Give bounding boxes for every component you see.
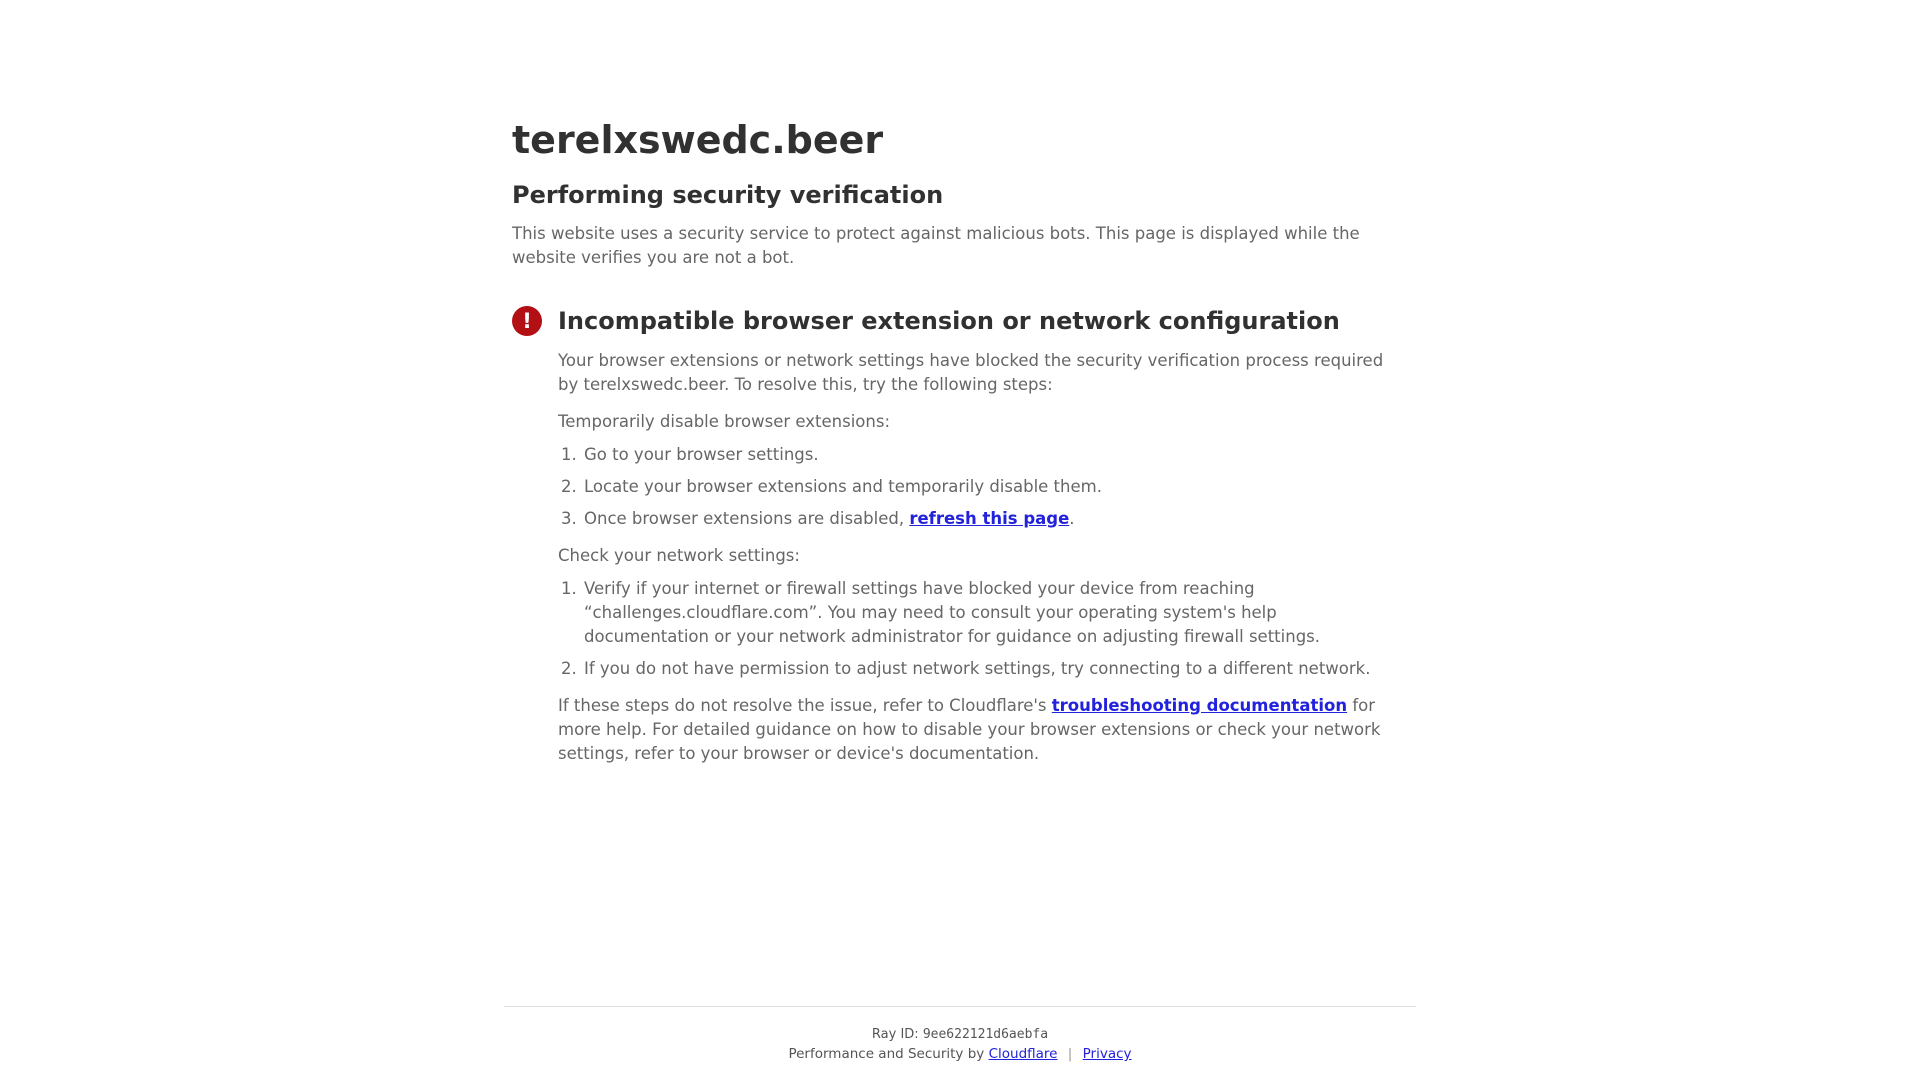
footer-separator: | [1067, 1046, 1073, 1062]
extensions-steps-list [558, 443, 1404, 531]
footer [504, 1006, 1416, 1080]
network-intro: Check your network settings: [558, 545, 800, 565]
network-step-2: 2. If you do not have permission to adjust network settings, try connecting to a different network. [582, 657, 1404, 681]
extensions-step-3 [582, 507, 1404, 531]
site-title: terelxswedc.beer [512, 118, 884, 162]
refresh-page-link[interactable]: refresh this page [909, 508, 1070, 528]
error-description: Your browser extensions or network settings have blocked the security verification process required by terelxswedc.beer. To resolve this, try the following steps: [558, 350, 1384, 394]
ray-id-line [504, 1026, 1416, 1044]
error-section [512, 306, 1408, 766]
extensions-step-1: 1. Go to your browser settings. [582, 443, 1404, 467]
extensions-step-3-text: Once browser extensions are disabled, [584, 508, 910, 528]
cloudflare-link[interactable]: Cloudflare [988, 1046, 1058, 1062]
extensions-step-3-suffix: . [1069, 508, 1075, 528]
performance-text: Performance and Security by [788, 1046, 985, 1062]
main-content [504, 0, 1416, 1006]
troubleshooting-docs-link[interactable]: troubleshooting documentation [1051, 695, 1348, 715]
closing-text-suffix: for more help. For detailed guidance on how to disable your browser extensions or check your network settings, refer to your browser or device's documentation. [558, 695, 1381, 763]
exclamation-circle-icon: ! [512, 306, 542, 336]
performance-line [504, 1045, 1416, 1063]
network-steps-list [558, 577, 1404, 681]
closing-text-prefix: If these steps do not resolve the issue, refer to Cloudflare's [558, 695, 1052, 715]
extensions-step-2: 2. Locate your browser extensions and temporarily disable them. [582, 475, 1404, 499]
network-step-1: 1. Verify if your internet or firewall settings have blocked your device from reaching “challenges.cloudflare.com”. You may need to consult your operating system's help documentation or your network administrator for guidance on adjusting firewall settings. [582, 577, 1404, 649]
privacy-link[interactable]: Privacy [1082, 1046, 1132, 1062]
error-body [558, 349, 1404, 766]
intro-text: This website uses a security service to protect against malicious bots. This page is displayed while the website verifies you are not a bot. [512, 223, 1360, 267]
closing-paragraph [558, 694, 1404, 766]
ray-id-label: Ray ID: [871, 1027, 919, 1042]
extensions-intro: Temporarily disable browser extensions: [558, 411, 890, 431]
error-header [512, 306, 1408, 336]
page-subtitle: Performing security verification [512, 180, 944, 209]
error-heading: Incompatible browser extension or network configuration [558, 306, 1340, 335]
ray-id-value: 9ee622121d6aebfa [922, 1027, 1049, 1042]
